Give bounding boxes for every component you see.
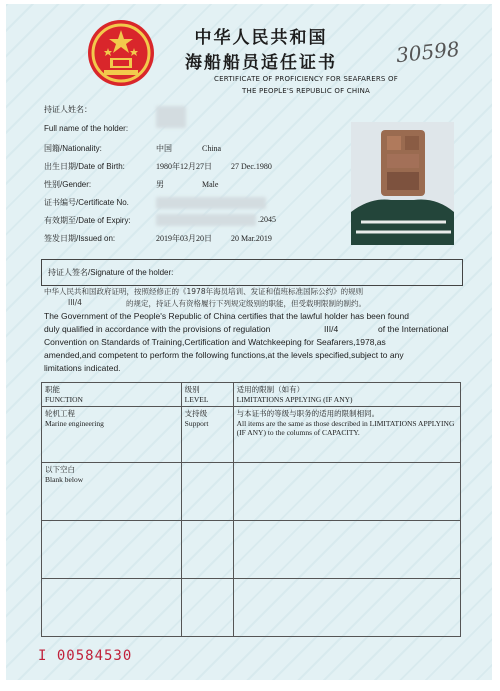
cert-no-label: 证书编号/Certificate No. xyxy=(44,198,129,207)
empty-cell xyxy=(181,579,233,637)
body-en-reg: III/4 xyxy=(324,324,339,334)
table-row xyxy=(42,463,461,521)
header-limitations: 适用的限制（如有） LIMITATIONS APPLYING (IF ANY) xyxy=(233,383,460,407)
body-en-line1: The Government of the People's Republic of China certifies that the lawful holder has been found xyxy=(44,311,409,321)
expiry-label: 有效期至/Date of Expiry: xyxy=(44,216,131,225)
issued-label: 签发日期/Issued on: xyxy=(44,234,116,243)
empty-cell xyxy=(233,521,460,579)
body-cn-line2: 的规定，持证人有资格履行下列规定级别的职能，但受载明限制的制约。 xyxy=(126,299,366,308)
table-row xyxy=(42,521,461,579)
title-en-line2: THE PEOPLE'S REPUBLIC OF CHINA xyxy=(242,87,370,95)
body-en-line5: limitations indicated. xyxy=(44,363,121,373)
holder-photo xyxy=(351,122,454,245)
header-function: 职能 FUNCTION xyxy=(42,383,182,407)
title-cn-line1: 中华人民共和国 xyxy=(194,28,328,48)
holder-name-label-en: Full name of the holder: xyxy=(44,124,129,133)
table-row xyxy=(42,579,461,637)
signature-label: 持证人签名/Signature of the holder: xyxy=(48,268,174,277)
issued-cn: 2019年03月20日 xyxy=(156,234,212,243)
table-header-row xyxy=(42,383,461,407)
expiry-en: .2045 xyxy=(258,215,276,224)
limitations-cell xyxy=(233,463,460,521)
empty-cell xyxy=(42,579,182,637)
national-emblem-icon xyxy=(86,18,156,88)
holder-name-label-cn: 持证人姓名： xyxy=(44,105,92,114)
header-level: 级别 LEVEL xyxy=(181,383,233,407)
empty-cell xyxy=(233,579,460,637)
serial-number: I 00584530 xyxy=(38,648,133,664)
body-en-line2b: of the International xyxy=(378,324,449,334)
signature-box xyxy=(41,259,463,286)
limitations-cell: 与本证书的等级与职务的适用的限制相同。 All items are the same as those described in LIMITATIONS APPLYING (IF ANY) to the columns of CAPACITY. xyxy=(233,407,460,463)
level-cell xyxy=(181,463,233,521)
body-cn-line1: 中华人民共和国政府证明，按照经修正的《1978年海员培训、发证和值班标准国际公约》的规则 xyxy=(44,287,364,296)
body-cn-reg: III/4 xyxy=(68,298,82,307)
issued-en: 20 Mar.2019 xyxy=(231,234,272,243)
title-cn-line2: 海船船员适任证书 xyxy=(185,53,337,73)
handwritten-number: 30598 xyxy=(395,36,462,68)
dob-cn: 1980年12月27日 xyxy=(156,162,212,171)
certificate-page xyxy=(6,4,492,680)
empty-cell xyxy=(42,521,182,579)
function-cell: 轮机工程 Marine engineering xyxy=(42,407,182,463)
gender-en: Male xyxy=(202,180,219,189)
body-en-line3: Convention on Standards of Training,Certification and Watchkeeping for Seafarers,1978,as xyxy=(44,337,386,347)
level-cell: 支持级 Support xyxy=(181,407,233,463)
nationality-label: 国籍/Nationality: xyxy=(44,144,102,153)
nationality-cn: 中国 xyxy=(156,144,172,153)
dob-label: 出生日期/Date of Birth: xyxy=(44,162,125,171)
nationality-en: China xyxy=(202,144,222,153)
body-en-line2a: duly qualified in accordance with the provisions of regulation xyxy=(44,324,271,334)
function-cell: 以下空白 Blank below xyxy=(42,463,182,521)
dob-en: 27 Dec.1980 xyxy=(231,162,272,171)
functions-table xyxy=(41,382,461,637)
gender-cn: 男 xyxy=(156,180,164,189)
table-row xyxy=(42,407,461,463)
title-en-line1: CERTIFICATE OF PROFICIENCY FOR SEAFARERS OF xyxy=(214,75,398,83)
redacted-name xyxy=(156,106,186,128)
body-en-line4: amended,and competent to perform the following functions,at the levels specified,subject to any xyxy=(44,350,404,360)
redacted-expiry xyxy=(156,214,256,226)
redacted-cert-no xyxy=(156,197,266,209)
empty-cell xyxy=(181,521,233,579)
gender-label: 性别/Gender: xyxy=(44,180,92,189)
